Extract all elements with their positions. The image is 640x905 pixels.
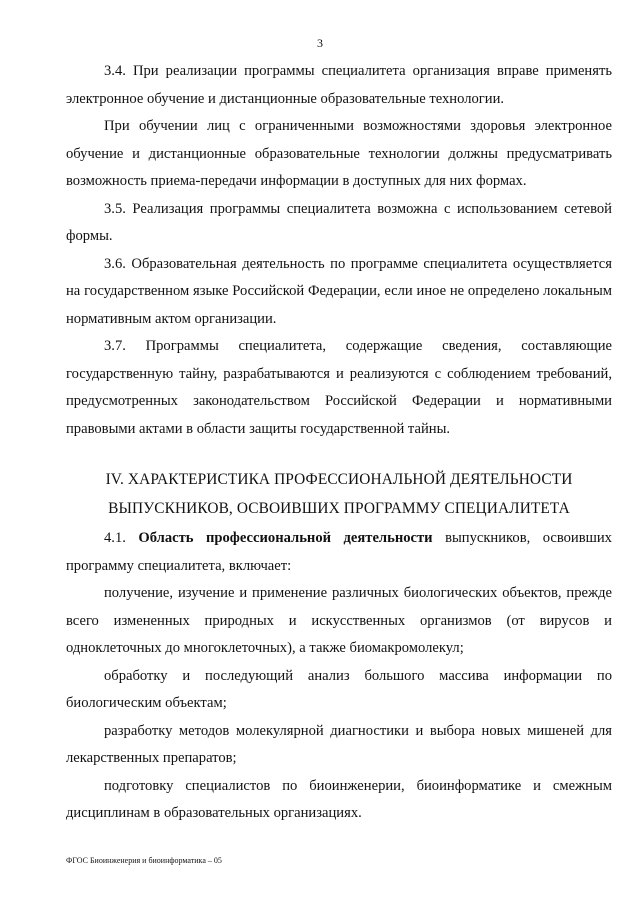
list-item: обработку и последующий анализ большого массива информации по биологическим объектам;: [66, 667, 612, 711]
section-heading-line-1: IV. ХАРАКТЕРИСТИКА ПРОФЕССИОНАЛЬНОЙ ДЕЯТЕЛЬНОСТИ: [105, 471, 573, 488]
list-item: получение, изучение и применение различных биологических объектов, прежде всего измененных природных и искусственных организмов (от вирусов и одноклеточных до многоклеточных), а также биомакромолекул;: [66, 585, 612, 656]
paragraph-4-1: [66, 525, 612, 580]
paragraph-disabilities: При обучении лиц с ограниченными возможностями здоровья электронное обучение и дистанционные образовательные технологии должны предусматривать возможность приема-передачи информации в доступных для них формах.: [66, 118, 612, 189]
page-number: 3: [317, 36, 323, 50]
paragraph-3-7: 3.7. Программы специалитета, содержащие сведения, составляющие государственную тайну, разрабатываются и реализуются с соблюдением требований, предусмотренных законодательством Российской Федерации и нормативными правовыми актами в области защиты государственной тайны.: [66, 338, 612, 437]
paragraph-3-5: 3.5. Реализация программы специалитета возможна с использованием сетевой формы.: [66, 200, 612, 244]
paragraph-3-4: 3.4. При реализации программы специалитета организация вправе применять электронное обучение и дистанционные образовательные технологии.: [66, 63, 612, 107]
list-item: разработку методов молекулярной диагностики и выбора новых мишеней для лекарственных препаратов;: [66, 722, 612, 766]
section-heading: [66, 465, 612, 523]
paragraph-4-1-rest: выпускников, освоивших программу специалитета, включает:: [66, 530, 612, 574]
document-body: [66, 58, 612, 828]
section-heading-line-2: ВЫПУСКНИКОВ, ОСВОИВШИХ ПРОГРАММУ СПЕЦИАЛИТЕТА: [108, 500, 570, 517]
paragraph-3-6: 3.6. Образовательная деятельность по программе специалитета осуществляется на государственном языке Российской Федерации, если иное не определено локальным нормативным актом организации.: [66, 255, 612, 327]
paragraph-4-1-number: 4.1.: [104, 530, 126, 546]
page-footer: ФГОС Биоинженерия и биоинформатика – 05: [66, 856, 222, 865]
list-item: подготовку специалистов по биоинженерии, биоинформатике и смежным дисциплинам в образовательных организациях.: [66, 777, 612, 821]
paragraph-4-1-bold-term: Область профессиональной деятельности: [138, 530, 433, 546]
